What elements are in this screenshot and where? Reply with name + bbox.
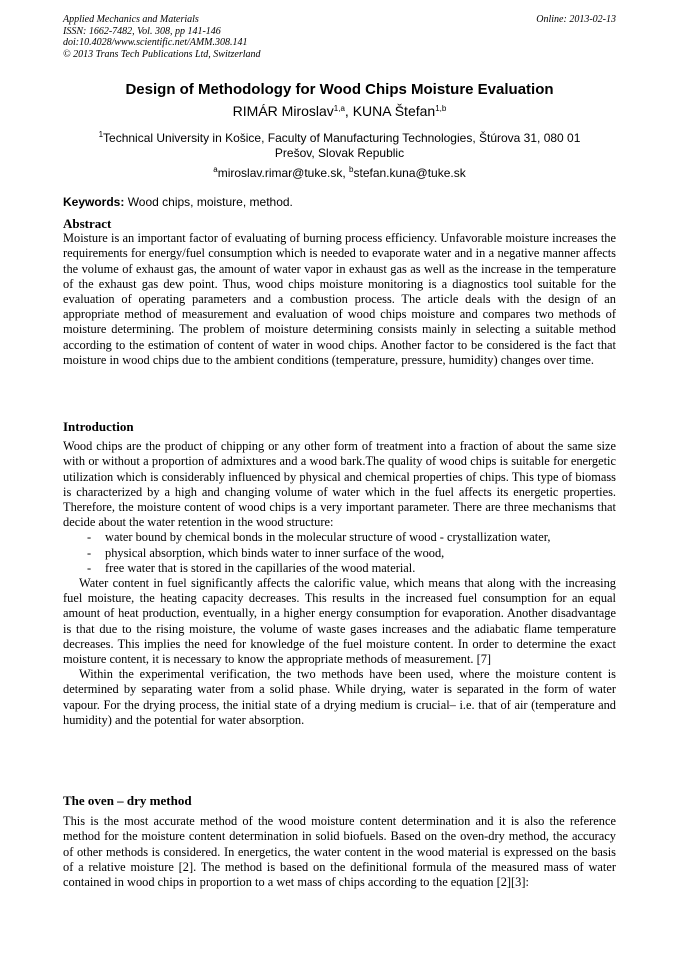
keywords-text: Wood chips, moisture, method.: [124, 195, 293, 209]
journal-header: [63, 14, 616, 60]
introduction-heading: Introduction: [63, 419, 134, 434]
keywords-label: Keywords:: [63, 195, 125, 209]
oven-dry-heading: The oven – dry method: [63, 793, 192, 808]
affiliation-mark: 1: [98, 130, 104, 139]
author-list: [63, 103, 616, 119]
water-retention-list: [63, 530, 616, 576]
email-separator: ,: [342, 166, 350, 180]
oven-dry-section: [63, 793, 616, 890]
list-item: - water bound by chemical bonds in the molecular structure of wood - crystallization water,: [87, 530, 616, 545]
email-mark: b: [349, 165, 354, 174]
abstract-heading: Abstract: [63, 216, 112, 231]
journal-copyright: © 2013 Trans Tech Publications Ltd, Switzerland: [63, 48, 261, 60]
list-item: - physical absorption, which binds water to inner surface of the wood,: [87, 546, 616, 561]
affiliation-text: Technical University in Košice, Faculty of Manufacturing Technologies, Štúrova 31, 080 01 Prešov, Slovak Republic: [103, 131, 581, 160]
email-address[interactable]: miroslav.rimar@tuke.sk: [217, 166, 343, 180]
email-line: [63, 166, 616, 180]
oven-dry-paragraph: This is the most accurate method of the wood moisture content determination and it is also the reference method for the moisture content determination in solid biofuels. Based on the oven-dry method, the accuracy of other methods is considered. In energetics, the water content in the wood material is expressed on the basis of a relative moisture [2]. The method is based on the definitional formula of the measured mass of water contained in wood chips in proportion to a wet mass of chips according to the equation [2][3]:: [63, 814, 616, 890]
introduction-paragraph: Water content in fuel significantly affects the calorific value, which means that along with the increasing fuel moisture, the heating capacity decreases. This results in the increased fuel consumption for an equal amount of heat production, eventually, in a higher energy consumption for evaporation. Another disadvantage is that due to the rising moisture, the volume of waste gases increases and the adiabatic flame temperature decreases. This implies the need for knowledge of the fuel moisture content. In order to determine the exact moisture content, it is necessary to know the appropriate methods of measurement. [7]: [63, 576, 616, 667]
abstract-section: [63, 216, 616, 368]
journal-issn: ISSN: 1662-7482, Vol. 308, pp 141-146: [63, 25, 221, 37]
paper-title: Design of Methodology for Wood Chips Moisture Evaluation: [125, 81, 554, 98]
journal-name: Applied Mechanics and Materials: [63, 14, 199, 25]
online-date: Online: 2013-02-13: [536, 14, 616, 25]
author-affiliation-mark: 1,b: [435, 104, 447, 113]
author-separator: ,: [344, 103, 353, 119]
author-name: RIMÁR Miroslav: [232, 103, 334, 119]
list-item: - free water that is stored in the capillaries of the wood material.: [87, 561, 616, 576]
affiliation: [78, 131, 601, 161]
introduction-paragraph: Wood chips are the product of chipping or any other form of treatment into a fraction of about the same size with or without a proportion of admixtures and a wood bark.The quality of wood chips is suitable for energetic utilization which is considerably influenced by physical and chemical properties of chips. This type of biomass is characterized by a high and changing volume of water which in the fuel affects its energetic properties. Therefore, the moisture content of wood chips is a very important parameter. There are three mechanisms that decide about the water retention in the wood structure:: [63, 439, 616, 530]
keywords: [63, 195, 616, 209]
email-address[interactable]: stefan.kuna@tuke.sk: [353, 166, 466, 180]
abstract-text: Moisture is an important factor of evaluating of burning process efficiency. Unfavorable moisture increases the requirements for energy/fuel consumption which is needed to evaporate water and in a negative manner affects the volume of exhaust gas, the amount of water vapor in exhaust gas as well as the increase in the temperature of the exhaust gas dew point. Thus, wood chips moisture monitoring is a diagnostics tool suitable for the evaluation of operating parameters and a combustion process. The article deals with the design of an appropriate method of measurement and evaluation of wood chips moisture and compares two methods of moisture determining. The problem of moisture determining consists mainly in selecting a suitable method according to the estimation of content of water in wood chips. Another factor to be considered is the fact that moisture in wood chips due to the ambient conditions (temperature, pressure, humidity) changes over time.: [63, 231, 616, 367]
introduction-paragraph: Within the experimental verification, the two methods have been used, where the moisture content is determined by separating water from a solid phase. While drying, water is separated in the form of water vapour. For the drying process, the initial state of a drying medium is crucial– i.e. that of air (temperature and humidity) and the potential for water absorption.: [63, 667, 616, 727]
journal-doi: doi:10.4028/www.scientific.net/AMM.308.141: [63, 37, 248, 48]
email-mark: a: [213, 165, 218, 174]
author-name: KUNA Štefan: [352, 103, 436, 119]
author-affiliation-mark: 1,a: [333, 104, 345, 113]
introduction-section: [63, 419, 616, 728]
